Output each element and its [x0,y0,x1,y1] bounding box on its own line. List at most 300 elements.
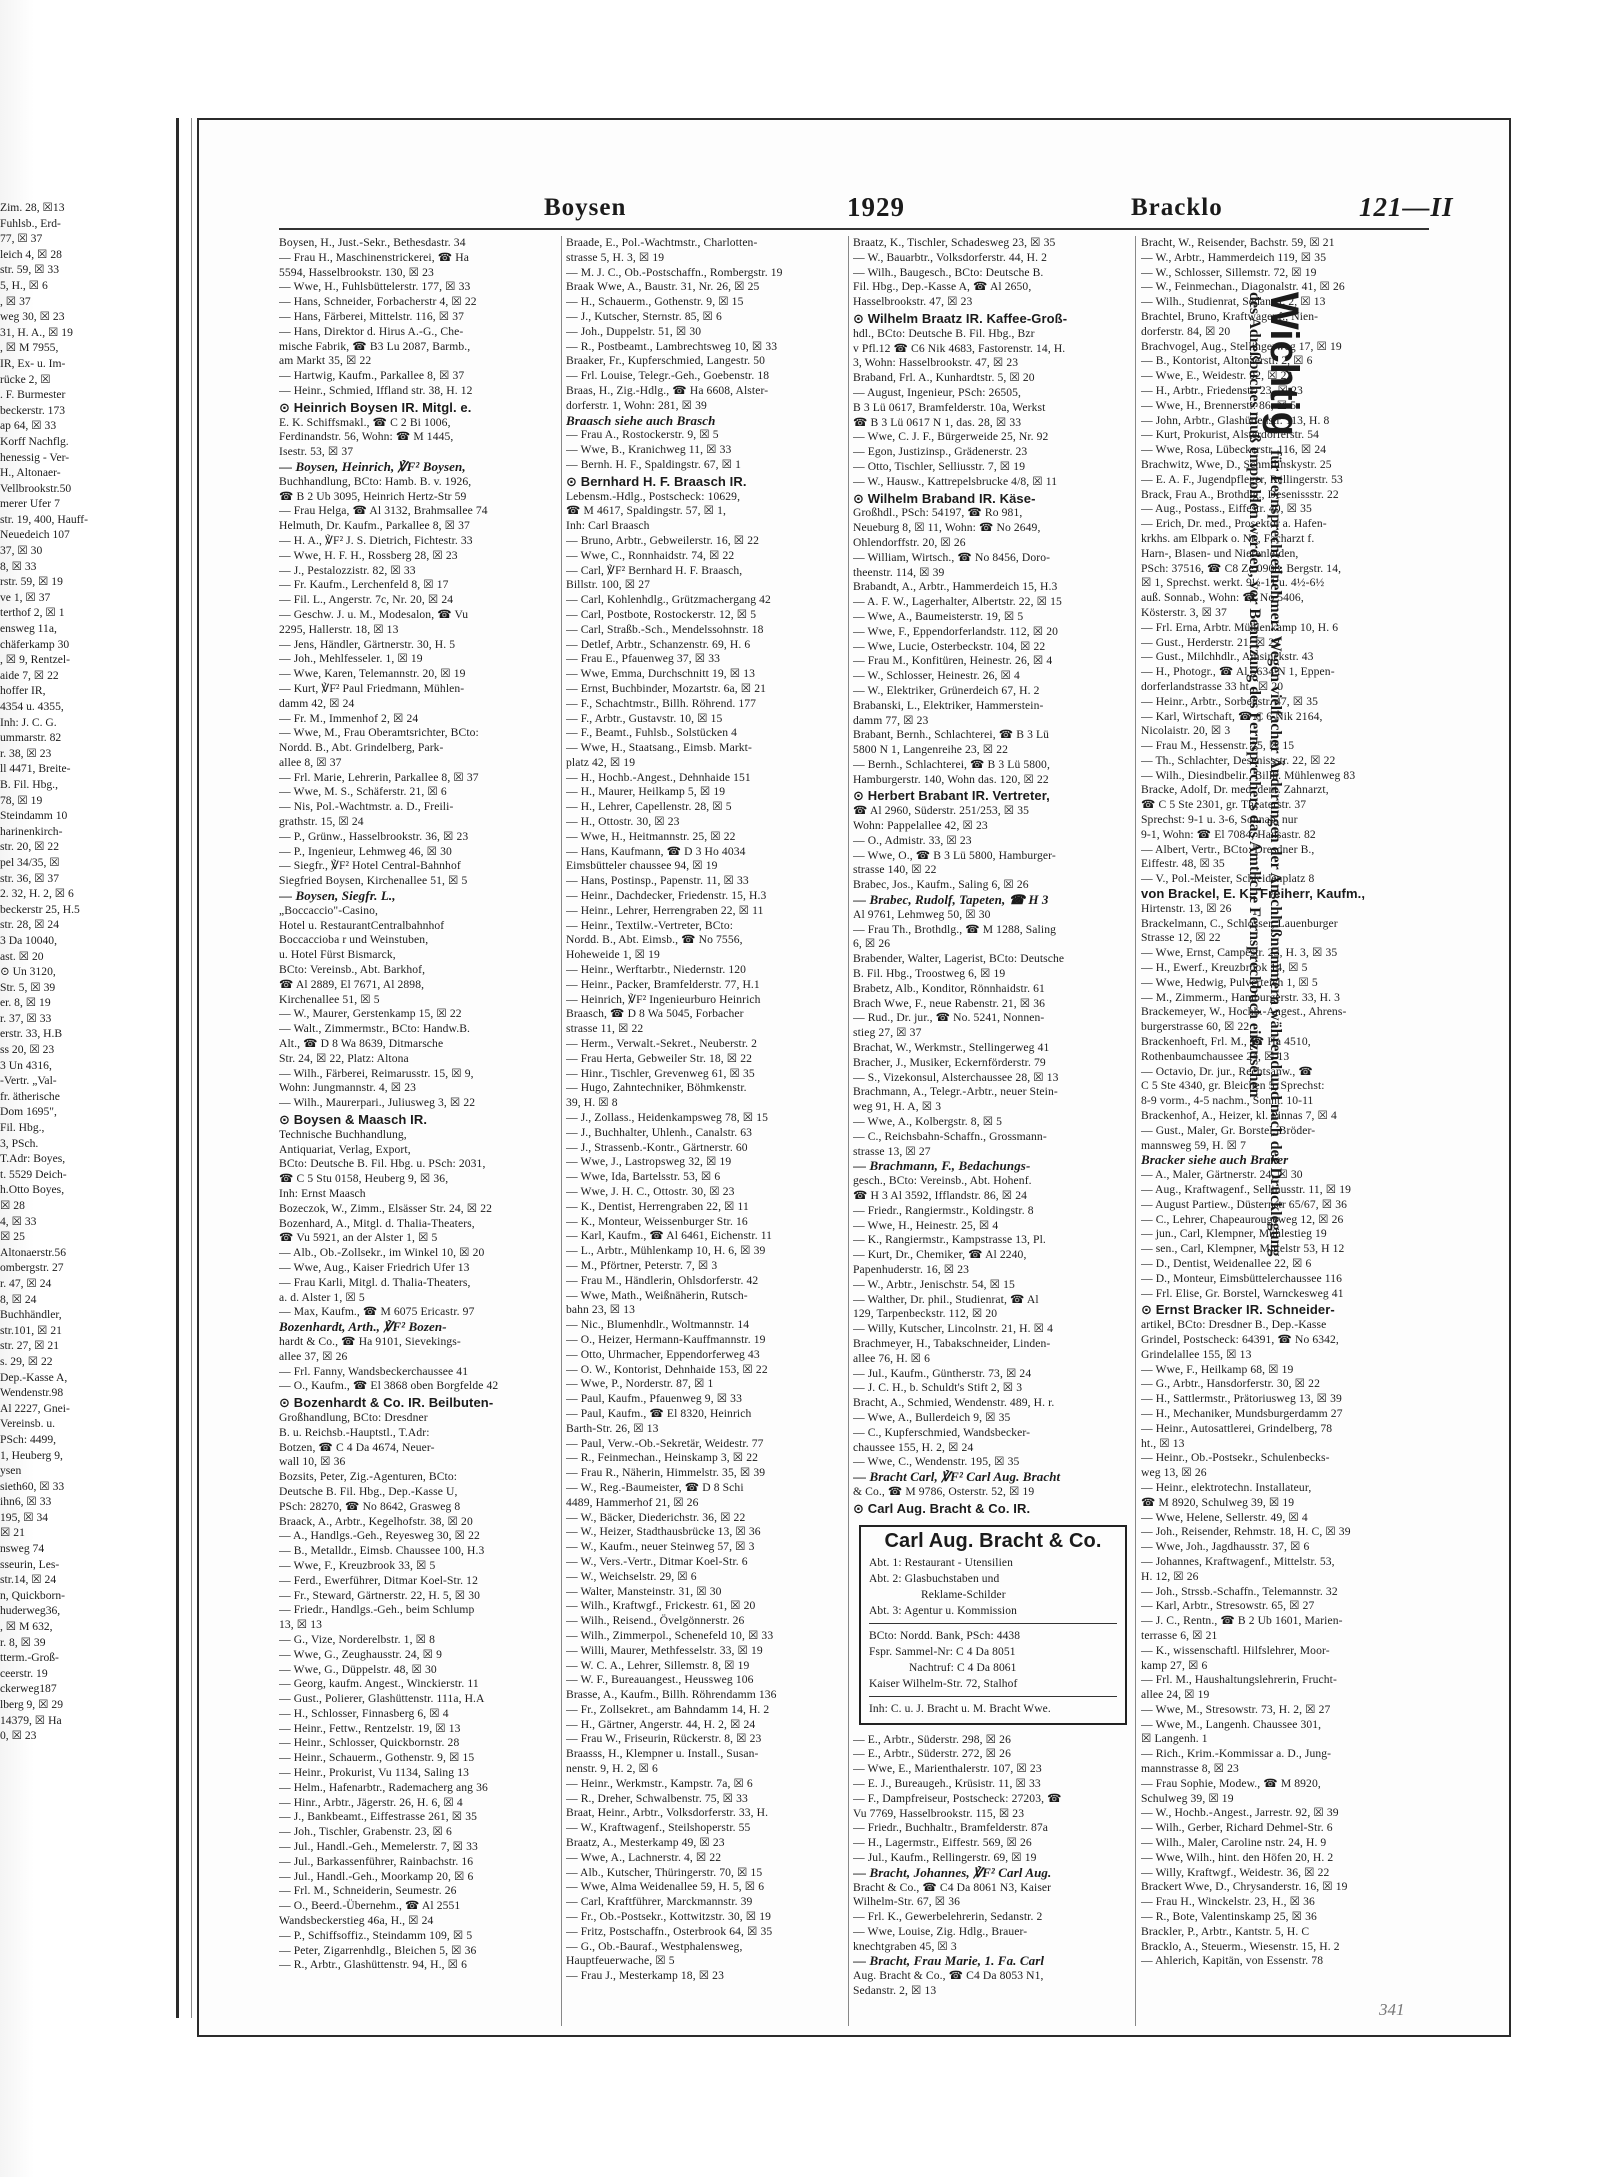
entry-text: Braatz, A., Mesterkamp 49, ☒ 23 [566,1836,725,1850]
page-header [199,120,1509,225]
entry-text: Bozenhard, A., Mitgl. d. Thalia-Theaters, [279,1216,475,1230]
entry-text: — Paul, Verw.-Ob.-Sekretär, Weidestr. 77 [566,1436,764,1450]
entry-text: — Frl. K., Gewerbelehrerin, Sedanstr. 2 [853,1910,1043,1924]
entry-text: Brasse, A., Kaufm., Billh. Röhrendamm 136 [566,1688,777,1702]
entry-text: Braat, Heinr., Arbtr., Volksdorferstr. 33, H. [566,1806,769,1820]
directory-entry [853,312,1131,327]
directory-entry [279,280,557,295]
entry-text: — A., Maler, Gärtnerstr. 24, ☒ 30 [1141,1168,1303,1182]
directory-entry [1141,236,1429,251]
entry-text: — H., Schauerm., Gothenstr. 9, ☒ 15 [566,295,744,309]
directory-entry [566,1732,844,1747]
directory-entry [1141,1880,1429,1895]
directory-entry [279,1944,557,1959]
directory-entry [566,800,844,815]
fragment-line: 14379, ☒ Ha [0,1713,62,1727]
column-1 [279,236,557,2026]
directory-entry [566,340,844,355]
directory-entry [566,414,844,429]
fragment-line: r. 47, ☒ 24 [0,1276,52,1290]
entry-text: ⊙ Ernst Bracker IR. Schneider- [1141,1303,1335,1318]
fragment-line: harinenkirch- [0,824,63,838]
directory-entry [279,1335,557,1350]
entry-text: — C., Reichsbahn-Schaffn., Grossmann- [853,1129,1047,1143]
directory-entry [279,340,557,355]
directory-entry [279,1037,557,1052]
entry-text: 8-9 vorm., 4-5 nachm., Sonnt. 10-11 [1141,1094,1314,1108]
directory-entry [279,1022,557,1037]
entry-text: Eiffestr. 48, ☒ 35 [1141,857,1225,871]
entry-text: E. K. Schiffsmakl., ☎ C 2 Bi 1006, [279,415,451,429]
directory-entry [279,1096,557,1111]
directory-entry [853,1115,1131,1130]
directory-entry [853,401,1131,416]
directory-entry [279,593,557,608]
directory-entry [853,1041,1131,1056]
entry-text: ☎ C 5 Stu 0158, Heuberg 9, ☒ 36, [279,1172,449,1186]
directory-entry [853,566,1131,581]
entry-text: — Heinr., Schmied, Iffland str. 38, H. 12 [279,383,473,397]
entry-text: — Detlef, Arbtr., Schanzenstr. 69, H. 6 [566,637,751,651]
directory-entry [566,443,844,458]
directory-entry [279,384,557,399]
entry-text: allee 76, H. ☒ 6 [853,1351,931,1365]
fragment-line: ll 4471, Breite- [0,762,71,776]
entry-text: — H., Lagermstr., Eiffestr. 569, ☒ 26 [853,1836,1032,1850]
directory-entry [853,804,1131,819]
fragment-line: weg 30, ☒ 23 [0,310,65,324]
directory-entry [279,1113,557,1128]
directory-entry [279,310,557,325]
entry-text: — W., Weichselstr. 29, ☒ 6 [566,1569,697,1583]
entry-text: Boccaccioba r und Weinstuben, [279,933,429,947]
entry-text: — E., Arbtr., Süderstr. 272, ☒ 26 [853,1747,1011,1761]
entry-text: — Frl. M., Haushaltungslehrerin, Frucht- [1141,1673,1337,1687]
directory-entry [853,1866,1131,1881]
entry-text: — Frl. Fanny, Wandsbeckerchaussee 41 [279,1364,469,1378]
directory-entry [853,982,1131,997]
column-divider [561,236,562,2026]
directory-entry [853,1204,1131,1219]
directory-entry [279,993,557,1008]
directory-entry [279,369,557,384]
directory-entry [566,1599,844,1614]
entry-text: strasse 11, ☒ 22 [566,1022,644,1036]
fragment-line: sieth60, ☒ 33 [0,1479,65,1493]
entry-text: stieg 27, ☒ 37 [853,1026,922,1040]
entry-text: 129, Tarpenbeckstr. 112, ☒ 20 [853,1307,998,1321]
entry-text: — Wwe, Helene, Sellerstr. 49, ☒ 4 [1141,1510,1308,1524]
directory-entry [566,534,844,549]
directory-entry [853,684,1131,699]
entry-text: — Frau Sophie, Modew., ☎ M 8920, [1141,1776,1321,1790]
fragment-line: 1, Heuberg 9, [0,1448,63,1462]
entry-text: — E. J., Bureaugeh., Krüsistr. 11, ☒ 33 [853,1776,1041,1790]
entry-text: Ohlendorffstr. 20, ☒ 26 [853,535,966,549]
directory-entry [853,625,1131,640]
entry-text: Brackenhof, A., Heizer, kl. Pinnas 7, ☒ 4 [1141,1109,1337,1123]
directory-entry [279,1766,557,1781]
entry-text: — Fr., Ob.-Postsekr., Kottwitzstr. 30, ☒ 19 [566,1910,772,1924]
directory-entry [279,1396,557,1411]
directory-entry [566,830,844,845]
fragment-line: -Vertr. „Val- [0,1074,57,1088]
directory-entry [566,1244,844,1259]
entry-text: — J., Zollass., Heidenkampsweg 78, ☒ 15 [566,1111,769,1125]
entry-text: Hirtenstr. 13, ☒ 26 [1141,901,1232,915]
directory-entry [566,369,844,384]
entry-text: Bozsits, Peter, Zig.-Agenturen, BCto: [279,1470,458,1484]
directory-entry [566,1215,844,1230]
entry-text: — Heinr., Ob.-Postsekr., Schulenbecks- [1141,1451,1330,1465]
fragment-line: rstr. 59, ☒ 19 [0,575,63,589]
directory-entry [566,1659,844,1674]
entry-text: Bracht, W., Reisender, Bachstr. 59, ☒ 21 [1141,236,1335,249]
directory-entry [566,889,844,904]
entry-text: Helmuth, Dr. Kaufm., Parkallee 8, ☒ 37 [279,519,470,533]
directory-entry [566,682,844,697]
directory-entry [1141,1940,1429,1955]
entry-text: 3, Wohn: Hasselbrookstr. 47, ☒ 23 [853,356,1019,370]
directory-entry [566,1185,844,1200]
entry-text: Str. 24, ☒ 22, Platz: Altona [279,1051,409,1065]
directory-entry [566,697,844,712]
entry-text: dorferstr. 84, ☒ 20 [1141,324,1231,338]
entry-text: Bozeczok, W., Zimm., Elsässer Str. 24, ☒ 22 [279,1201,493,1215]
directory-entry [279,504,557,519]
directory-entry [853,506,1131,521]
directory-entry [566,623,844,638]
entry-text: ☎ M 8920, Schulweg 39, ☒ 19 [1141,1495,1295,1509]
entry-text: ⊙ Wilhelm Braatz IR. Kaffee-Groß- [853,311,1068,326]
directory-entry [279,608,557,623]
entry-text: — E. A. F., Jugendpfleger, Rellingerstr. 53 [1141,472,1343,486]
entry-text: — Heinr., Schlosser, Quickbornstr. 28 [279,1736,460,1750]
entry-text: — Hans, Direktor d. Hirus A.-G., Che- [279,324,464,338]
directory-entry [279,1958,557,1973]
directory-entry [853,640,1131,655]
entry-text: — Heinr., Dachdecker, Friedenstr. 15, H.3 [566,889,767,903]
entry-text: Brabender, Walter, Lagerist, BCto: Deutsche [853,952,1065,966]
directory-entry [566,785,844,800]
directory-entry [853,1792,1131,1807]
directory-entry [566,1096,844,1111]
entry-text: Bracklo, A., Steuerm., Wiesenstr. 15, H. 2 [1141,1939,1340,1953]
directory-entry [566,1954,844,1969]
directory-entry [853,669,1131,684]
directory-entry [279,1007,557,1022]
entry-text: — O. W., Kontorist, Dehnhaide 153, ☒ 22 [566,1362,768,1376]
entry-text: — J., Strassenb.-Kontr., Gärtnerstr. 60 [566,1140,748,1154]
directory-entry [853,416,1131,431]
directory-entry [566,1422,844,1437]
advertisement-line: Inh: C. u. J. Bracht u. M. Bracht Wwe. [869,1702,1051,1715]
directory-entry [853,1969,1131,1984]
directory-entry [566,815,844,830]
entry-text: B 3 Lü 0617, Bramfelderstr. 10a, Werkst [853,400,1046,414]
directory-entry [279,1603,557,1618]
entry-text: — Wwe, Alma Weidenallee 59, H. 5, ☒ 6 [566,1880,765,1894]
entry-text: — Wwe, G., Zeughausstr. 24, ☒ 9 [279,1647,443,1661]
entry-text: — Bracht, Frau Marie, 1. Fa. Carl [853,1954,1045,1969]
directory-entry [566,1880,844,1895]
header-year: 1929 [847,192,905,222]
directory-entry [566,874,844,889]
directory-entry [853,937,1131,952]
advertisement-line: Reklame-Schilder [921,1588,1006,1601]
entry-text: nenstr. 9, H. 2, ☒ 6 [566,1762,658,1776]
fragment-line: Dep.-Kasse A, [0,1370,68,1384]
fragment-line: PSch: 4499, [0,1432,57,1446]
fragment-line: str. 20, ☒ 22 [0,840,60,854]
directory-entry [279,1187,557,1202]
entry-text: — Jul., Handl.-Geh., Memelerstr. 7, ☒ 33 [279,1840,478,1854]
entry-text: — Wilh., Studienrat, Sedanstr. 2, ☒ 13 [1141,295,1326,309]
entry-text: — Siegfr., ℣F² Hotel Central-Bahnhof [279,859,461,873]
directory-entry [279,1426,557,1441]
directory-entry [279,1379,557,1394]
column-divider [1135,236,1136,2026]
directory-entry [566,1067,844,1082]
directory-entry [566,1614,844,1629]
entry-text: — J. C., Rentn., ☎ B 2 Ub 1601, Marien- [1141,1614,1343,1628]
entry-text: — H. A., ℣F² J. S. Dietrich, Fichtestr. 33 [279,533,473,547]
entry-text: Kirchenallee 51, ☒ 5 [279,992,380,1006]
entry-text: — W., Heizer, Stadthausbrücke 13, ☒ 36 [566,1525,761,1539]
directory-entry [853,908,1131,923]
entry-text: — Walther, Dr. phil., Studienrat, ☎ Al [853,1292,1039,1306]
entry-text: — Ahlerich, Kapitän, von Essenstr. 78 [1141,1954,1324,1968]
directory-entry [279,1052,557,1067]
entry-text: — Heinr., Textilw.-Vertreter, BCto: [566,918,734,932]
fragment-line: ast. ☒ 20 [0,949,44,963]
entry-text: Brackelmann, C., Schlosser, Lauenburger [1141,916,1338,930]
entry-text: — F., Beamt., Fuhlsb., Solstücken 4 [566,726,738,740]
directory-entry [279,904,557,919]
directory-entry [853,1381,1131,1396]
entry-text: — Wwe, Rosa, Lübeckerstr. 116, ☒ 24 [1141,443,1327,457]
entry-text: & Co., ☎ M 9786, Osterstr. 52, ☒ 19 [853,1484,1035,1498]
entry-text: — Hugo, Zahntechniker, Böhmkenstr. [566,1081,747,1095]
fragment-line: leich 4, ☒ 28 [0,247,62,261]
fragment-line: Str. 5, ☒ 39 [0,980,56,994]
entry-text: — Wwe, Wilh., hint. den Höfen 20, H. 2 [1141,1850,1334,1864]
entry-text: — J., Buchhalter, Uhlenh., Canalstr. 63 [566,1125,753,1139]
directory-entry [566,1940,844,1955]
directory-entry [279,741,557,756]
entry-text: — Karl, Kaufm., ☎ Al 6461, Eichenstr. 11 [566,1229,773,1243]
directory-entry [279,236,557,251]
directory-entry [566,1451,844,1466]
fragment-line: chäferkamp 30 [0,637,70,651]
directory-entry [279,1261,557,1276]
entry-text: — W., Vers.-Vertr., Ditmar Koel-Str. 6 [566,1554,748,1568]
entry-text: — sen., Carl, Klempner, Mittelstr 53, H 12 [1141,1242,1345,1256]
entry-text: weg 91, H. A, ☒ 3 [853,1100,942,1114]
entry-text: Bracker siehe auch Braker [1141,1153,1289,1168]
directory-entry [853,1263,1131,1278]
entry-text: Technische Buchhandlung, [279,1127,407,1141]
directory-entry [853,1145,1131,1160]
entry-text: — Georg, kaufm. Angest., Winckierstr. 11 [279,1677,479,1691]
directory-entry [279,1751,557,1766]
directory-entry [853,1441,1131,1456]
directory-entry [853,1085,1131,1100]
entry-text: damm 77, ☒ 23 [853,713,929,727]
entry-text: 6, ☒ 26 [853,937,891,951]
entry-text: — John, Arbtr., Glashüttenstr. 113, H. 8 [1141,413,1330,427]
directory-entry [279,638,557,653]
entry-text: — Helm., Hafenarbtr., Rademacherg ang 36 [279,1780,488,1794]
directory-entry [279,845,557,860]
column-divider [848,236,849,2026]
entry-text: — H., Photogr., ☎ Al 5634 N 1, Eppen- [1141,665,1335,679]
entry-text: — Frau M., Hessenstr. 25, ☒ 15 [1141,739,1295,753]
advertisement-line: BCto: Nordd. Bank, PSch: 4438 [869,1629,1021,1642]
fragment-line: T.Adr: Boyes, [0,1152,66,1166]
entry-text: — Wwe, Math., Weißnäherin, Rutsch- [566,1288,748,1302]
directory-entry [566,519,844,534]
directory-entry [566,1703,844,1718]
entry-text: — Wwe, Lucie, Osterbeckstr. 104, ☒ 22 [853,639,1046,653]
entry-text: — Fr., Steward, Gärtnerstr. 22, H. 5, ☒ 30 [279,1588,481,1602]
entry-text: ⊙ Carl Aug. Bracht & Co. IR. [853,1501,1031,1516]
entry-text: damm 42, ☒ 24 [279,696,355,710]
entry-text: — Wwe, J., Lastropsweg 32, ☒ 19 [566,1155,732,1169]
entry-text: — M., Pförtner, Peterstr. 7, ☒ 3 [566,1258,718,1272]
entry-text: — R., Dreher, Schwalbenstr. 75, ☒ 33 [566,1791,748,1805]
entry-text: — Wwe, Louise, Zig. Hdlg., Brauer- [853,1924,1028,1938]
directory-entry [853,1367,1131,1382]
entry-text: — Frl. Erna, Arbtr. Mühlenkamp 10, H. 6 [1141,620,1339,634]
entry-text: Brackler, P., Arbtr., Kantstr. 5, H. C [1141,1924,1310,1938]
directory-entry [279,534,557,549]
header-left-keyword: Boysen [544,194,627,221]
directory-entry [853,789,1131,804]
entry-text: — Frl. Marie, Lehrerin, Parkallee 8, ☒ 37 [279,770,479,784]
directory-entry [566,948,844,963]
directory-entry [279,354,557,369]
entry-text: — Wwe, A., Kolbergstr. 8, ☒ 5 [853,1115,1003,1129]
entry-text: — Hartwig, Kaufm., Parkallee 8, ☒ 37 [279,369,465,383]
entry-text: — Wwe, Joh., Jagdhausstr. 37, ☒ 6 [1141,1540,1310,1554]
entry-text: Brabant, Bernh., Schlachterei, ☎ B 3 Lü [853,728,1050,742]
entry-text: — Frau J., Mesterkamp 18, ☒ 23 [566,1969,724,1983]
entry-text: Aug. Bracht & Co., ☎ C4 Da 8053 N1, [853,1969,1044,1983]
directory-entry [566,384,844,399]
fragment-line: Dom 1695", [0,1105,57,1119]
entry-text: Schulweg 39, ☒ 19 [1141,1791,1234,1805]
directory-entry [566,726,844,741]
entry-text: wall 10, ☒ 36 [279,1455,346,1469]
entry-text: — H., Gärtner, Angerstr. 44, H. 2, ☒ 24 [566,1717,756,1731]
entry-text: — Wwe, C. J. F., Bürgerweide 25, Nr. 92 [853,430,1049,444]
entry-text: — jun., Carl, Klempner, Mühlestieg 19 [1141,1227,1327,1241]
entry-text: — H., Arbtr., Friedenstr. 23, ☒ 23 [1141,383,1303,397]
entry-text: — Erich, Dr. med., Prosektor a. Hafen- [1141,517,1327,531]
entry-text: — Frau M., Konfitüren, Heinestr. 26, ☒ 4 [853,654,1053,668]
directory-entry [853,728,1131,743]
directory-entry [566,1895,844,1910]
directory-entry [279,1157,557,1172]
fragment-line: . F. Burmester [0,388,66,402]
entry-text: — Friedr., Buchhaltr., Bramfelderstr. 87a [853,1821,1049,1835]
entry-text: — Wilh., Maurerpari., Juliusweg 3, ☒ 22 [279,1096,476,1110]
side-notice-headline: Wichtig [1262,292,1306,437]
directory-entry [566,310,844,325]
entry-text: — Wwe, M., Langenh. Chaussee 301, [1141,1717,1322,1731]
entry-text: kamp 27, ☒ 6 [1141,1658,1208,1672]
directory-entry [566,458,844,473]
directory-entry [279,1914,557,1929]
entry-text: C 5 Ste 4340, gr. Bleichen 5, Sprechst: [1141,1079,1325,1093]
entry-text: — August Partiew., Düsternstr 65/67, ☒ 36 [1141,1197,1347,1211]
directory-entry [853,1100,1131,1115]
entry-text: hdl., BCto: Deutsche B. Fil. Hbg., Bzr [853,326,1035,340]
directory-entry [566,1303,844,1318]
directory-entry [566,1229,844,1244]
directory-entry [566,564,844,579]
directory-entry [566,280,844,295]
directory-entry [279,416,557,431]
entry-text: 4489, Hammerhof 21, ☒ 26 [566,1495,699,1509]
entry-text: bahn 23, ☒ 13 [566,1303,636,1317]
directory-entry [566,1644,844,1659]
entry-text: ht., ☒ 13 [1141,1436,1185,1450]
directory-entry [279,1172,557,1187]
entry-text: PSch: 37516, ☎ C8 Ze 0908, Bergstr. 14, [1141,561,1342,575]
fragment-line: ss 20, ☒ 23 [0,1043,55,1057]
entry-text: — Frau M., Händlerin, Ohlsdorferstr. 42 [566,1273,759,1287]
entry-text: Inh: Ernst Maasch [279,1187,366,1200]
directory-entry [1141,1895,1429,1910]
entry-text: — H., Maurer, Heilkamp 5, ☒ 19 [566,785,726,799]
directory-entry [853,445,1131,460]
entry-text: mische Fabrik, ☎ B3 Lu 2087, Barmb., [279,339,471,353]
directory-entry [566,1052,844,1067]
advertisement-divider [869,1623,1117,1624]
entry-text: ☎ B 2 Ub 3095, Heinrich Hertz-Str 59 [279,489,467,503]
entry-text: — Boysen, Heinrich, ℣F² Boysen, [279,459,466,474]
directory-entry [853,714,1131,729]
directory-entry [853,1455,1131,1470]
entry-text: — W., Schlosser, Sillemstr. 72, ☒ 19 [1141,265,1317,279]
entry-text: — Frau Karli, Mitgl. d. Thalia-Theaters, [279,1275,471,1289]
directory-entry [853,1807,1131,1822]
entry-text: — Fr. M., Immenhof 2, ☒ 24 [279,711,419,725]
fragment-line: str.14, ☒ 24 [0,1573,57,1587]
directory-entry [279,1663,557,1678]
entry-text: — Wwe, H., Heinestr. 25, ☒ 4 [853,1218,999,1232]
entry-text: — W. F., Bureauangest., Heussweg 106 [566,1673,754,1687]
directory-entry [853,1352,1131,1367]
entry-text: — Hans, Kaufmann, ☎ D 3 Ho 4034 [566,844,746,858]
entry-text: ☎ Al 2889, El 7671, Al 2898, [279,977,425,991]
entry-text: Nordd. B., Abt. Grindelberg, Park- [279,741,444,755]
entry-text: — Fritz, Postschaffn., Osterbrook 64, ☒ 35 [566,1924,773,1938]
entry-text: — Carl, Postbote, Rostockerstr. 12, ☒ 5 [566,607,757,621]
directory-entry [279,1470,557,1485]
entry-text: — F., Dampfreiseur, Postscheck: 27203, ☎ [853,1791,1062,1805]
entry-text: von Brackel, E. K., Freiherr, Kaufm., [1141,887,1366,902]
directory-entry [1141,266,1429,281]
entry-text: Strasse 12, ☒ 22 [1141,931,1221,945]
fragment-line: s. 29, ☒ 22 [0,1354,53,1368]
advertisement-line: Abt. 2: Glasbuchstaben und [869,1572,1000,1585]
fragment-line: pel 34/35, ☒ [0,855,60,869]
entry-text: — L., Arbtr., Mühlenkamp 10, H. 6, ☒ 39 [566,1244,766,1258]
directory-entry [853,1322,1131,1337]
